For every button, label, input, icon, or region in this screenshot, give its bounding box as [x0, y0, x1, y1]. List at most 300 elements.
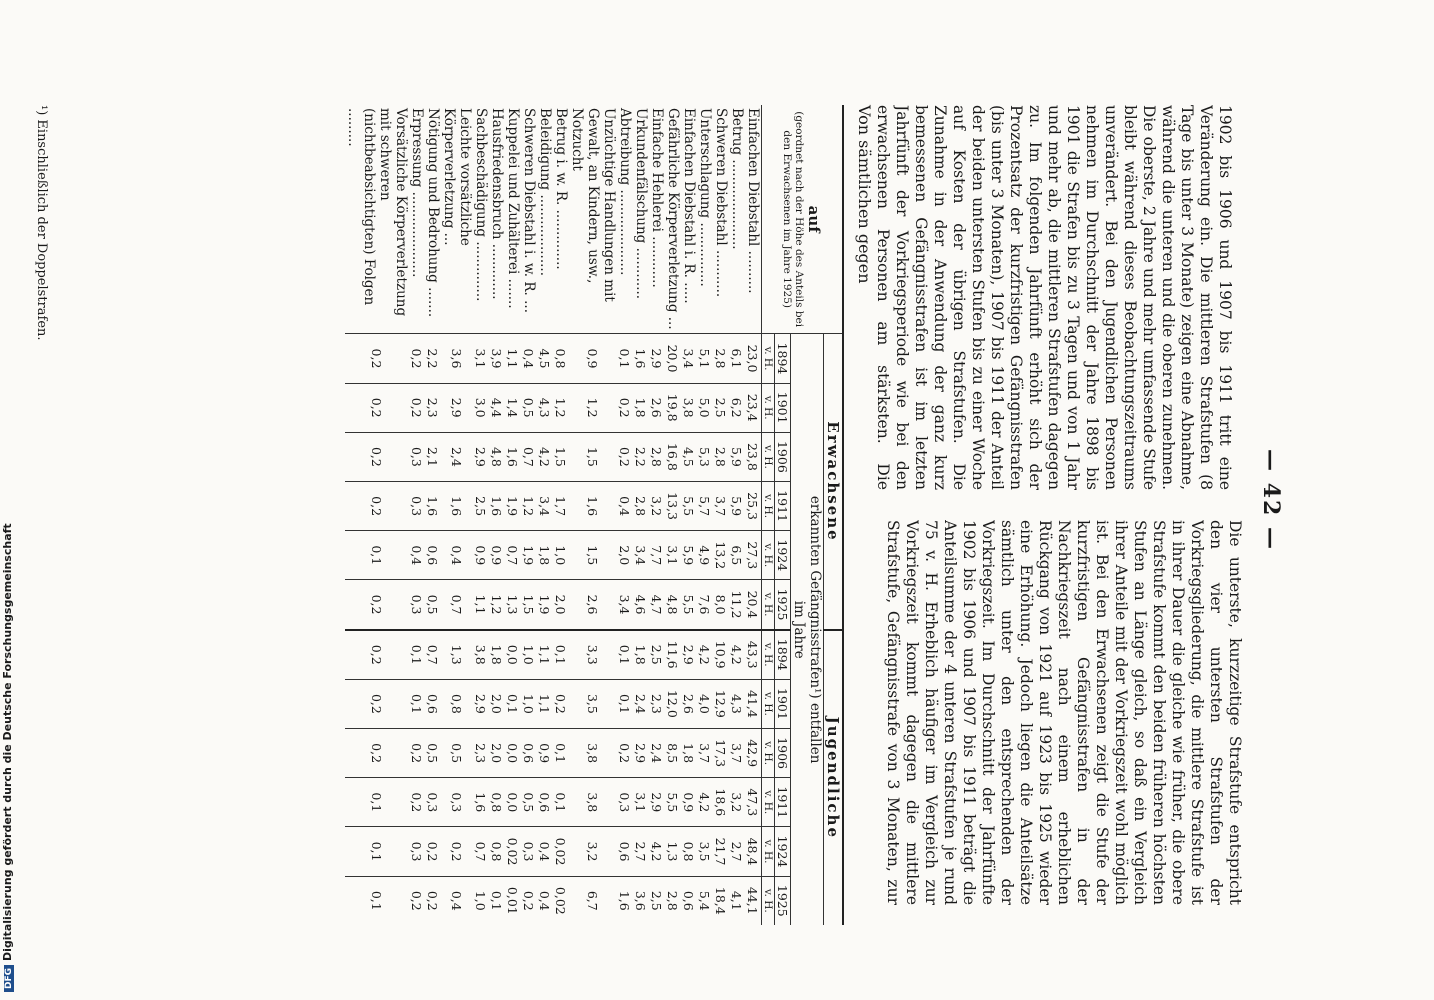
table-cell: 0,4	[441, 876, 473, 925]
table-row	[409, 105, 425, 925]
table-cell: 0,6	[425, 679, 441, 728]
table-cell: 4,2	[537, 432, 553, 481]
table-cell: 4,3	[537, 383, 553, 432]
year-header: 1894	[775, 630, 791, 680]
row-label: Einfachen Diebstahl i. R. .....	[681, 108, 697, 304]
table-cell: 5,5	[681, 482, 697, 531]
table-cell: 2,8	[649, 432, 665, 481]
table-cell: 1,0	[553, 531, 569, 580]
table-cell: 0,2	[441, 827, 473, 876]
unit-header: v. H.	[762, 679, 775, 728]
table-cell: 0,5	[441, 729, 473, 778]
table-cell: 2,9	[441, 383, 473, 432]
table-cell: 0,6	[425, 531, 441, 580]
table-cell: 47,3	[745, 778, 762, 827]
row-label: Hausfriedensbruch .............	[489, 108, 505, 300]
sentence-distribution-table	[345, 105, 844, 925]
table-cell: 0,1	[553, 778, 569, 827]
row-label: Schweren Diebstahl ...........	[713, 108, 729, 298]
table-cell: 43,3	[745, 630, 762, 680]
table-cell: 20,0	[665, 334, 681, 383]
table-cell: 2,7	[729, 827, 745, 876]
table-cell: 0,1	[617, 630, 633, 680]
table-cell: 44,1	[745, 876, 762, 925]
table-cell: 0,1	[489, 876, 505, 925]
table-cell: 0,8	[489, 778, 505, 827]
table-cell: 0,2	[409, 334, 425, 383]
table-row	[473, 105, 489, 925]
table-cell: 13,2	[713, 531, 729, 580]
table-cell: 2,3	[473, 729, 489, 778]
table-cell: 0,4	[409, 531, 425, 580]
table-cell: 2,4	[649, 729, 665, 778]
table-cell: 0,2	[617, 383, 633, 432]
table-cell: 20,4	[745, 580, 762, 630]
unit-header: v. H.	[762, 778, 775, 827]
table-cell: 2,6	[569, 580, 617, 630]
table-cell: 12,0	[665, 679, 681, 728]
table-cell: 0,1	[553, 729, 569, 778]
table-cell: 1,9	[521, 531, 537, 580]
table-cell: 2,9	[473, 432, 489, 481]
table-cell: 1,1	[537, 630, 553, 680]
table-cell: 4,2	[729, 630, 745, 680]
table-cell: 3,6	[633, 876, 649, 925]
table-cell: 2,0	[489, 729, 505, 778]
left-text: 1902 bis 1906 und 1907 bis 1911 tritt eine Veränderung ein. Die mittleren Strafstufen (8 Tage bis unter 3 Monate) zeigen eine Abnahme, während die unteren und die oberen zunehmen. Die oberste, 2 Jahre und mehr umfassende Stufe bleibt während dieses Beobachtungszeitraums unverändert. Bei den Jugendlichen Personen nehmen im Durchschnitt der Jahre 1898 bis 1901 die Strafen bis zu 3 Tagen und von 1 Jahr und mehr ab, die mittleren Strafstufen dagegen zu. Im folgenden Jahrfünft erhöht sich der Prozentsatz der kurzfristigen Gefängnisstrafen (bis unter 3 Monaten), 1907 bis 1911 der Anteil der beiden untersten Stufen bis zu einer Woche auf Kosten der übrigen Strafstufen. Die Zunahme in der Anwendung der ganz kurz bemessenen Gefängnisstrafen ist im letzten Jahrfünft der Vorkriegsperiode wie bei den erwachsenen Personen am stärksten. Die	[874, 105, 1234, 490]
table-cell: 0,2	[409, 876, 425, 925]
group-header-juveniles: Jugendliche	[824, 630, 844, 925]
table-cell: 2,5	[649, 630, 665, 680]
table-cell: 21,7	[713, 827, 729, 876]
row-label: Einfachen Diebstahl ..........	[745, 108, 761, 294]
year-header: 1925	[775, 876, 791, 925]
table-cell: 0,3	[617, 778, 633, 827]
table-cell: 0,02	[553, 827, 569, 876]
year-header: 1906	[775, 729, 791, 778]
year-header: 1906	[775, 432, 791, 481]
row-label: Beleidigung ...................	[537, 108, 553, 276]
table-cell: 0,3	[425, 778, 441, 827]
table-cell: 6,5	[729, 531, 745, 580]
table-cell: 18,4	[713, 876, 729, 925]
table-cell: 1,5	[569, 531, 617, 580]
table-cell: 2,2	[633, 432, 649, 481]
table-row	[505, 105, 521, 925]
table-cell: 0,1	[345, 876, 409, 925]
table-cell: 5,3	[697, 432, 713, 481]
table-cell: 48,4	[745, 827, 762, 876]
table-cell: 27,3	[745, 531, 762, 580]
table-cell: 13,3	[665, 482, 681, 531]
table-cell: 0,4	[537, 876, 553, 925]
table-cell: 0,2	[425, 876, 441, 925]
table-cell: 3,2	[729, 778, 745, 827]
table-cell: 1,5	[521, 580, 537, 630]
table-cell: 0,2	[345, 729, 409, 778]
table-cell: 17,3	[713, 729, 729, 778]
table-cell: 1,2	[521, 482, 537, 531]
table-cell: 0,2	[409, 729, 425, 778]
table-cell: 0,6	[681, 876, 697, 925]
unit-header: v. H.	[762, 531, 775, 580]
table-cell: 2,3	[425, 383, 441, 432]
table-cell: 10,9	[713, 630, 729, 680]
table-cell: 0,4	[521, 334, 537, 383]
table-cell: 2,7	[633, 827, 649, 876]
table-cell: 1,6	[425, 482, 441, 531]
table-cell: 25,3	[745, 482, 762, 531]
table-cell: 23,8	[745, 432, 762, 481]
table-cell: 0,2	[409, 383, 425, 432]
table-cell: 3,6	[441, 334, 473, 383]
table-cell: 0,7	[441, 580, 473, 630]
table-cell: 0,2	[345, 432, 409, 481]
table-cell: 0,2	[617, 729, 633, 778]
row-label: Vorsätzliche Körperverletzung mit schweren (nichtbeabsichtigten) Folgen .........	[345, 108, 409, 317]
year-header: 1911	[775, 778, 791, 827]
table-cell: 0,2	[345, 679, 409, 728]
table-cell: 0,9	[569, 334, 617, 383]
table-cell: 1,2	[569, 383, 617, 432]
row-label: Kuppelei und Zuhälterei .......	[505, 108, 521, 309]
table-row	[681, 105, 697, 925]
table-cell: 0,1	[505, 679, 521, 728]
table-cell: 0,01	[505, 876, 521, 925]
table-cell: 4,2	[649, 827, 665, 876]
row-label: Sachbeschädigung ..............	[473, 108, 489, 302]
table-cell: 0,2	[345, 580, 409, 630]
table-cell: 1,8	[633, 630, 649, 680]
table-cell: 5,9	[681, 531, 697, 580]
year-header: 1924	[775, 531, 791, 580]
unit-header: v. H.	[762, 827, 775, 876]
footnote: ¹) Einschließlich der Doppelstrafen.	[34, 105, 49, 341]
table-cell: 3,5	[697, 827, 713, 876]
table-row	[713, 105, 729, 925]
table-cell: 2,8	[713, 432, 729, 481]
table-cell: 7,6	[697, 580, 713, 630]
unit-header: v. H.	[762, 729, 775, 778]
row-label: Unterschlagung ...............	[697, 108, 713, 287]
table-cell: 1,0	[473, 876, 489, 925]
table-row	[489, 105, 505, 925]
table-cell: 1,1	[473, 580, 489, 630]
table-cell: 2,6	[649, 383, 665, 432]
table-cell: 2,9	[633, 729, 649, 778]
table-cell: 1,2	[553, 383, 569, 432]
table-cell: 4,6	[633, 580, 649, 630]
table-cell: 0,3	[441, 778, 473, 827]
table-cell: 2,4	[441, 432, 473, 481]
table-cell: 19,8	[665, 383, 681, 432]
table-cell: 4,8	[489, 432, 505, 481]
table-cell: 0,5	[521, 383, 537, 432]
table-cell: 4,5	[681, 432, 697, 481]
row-label: Leichte vorsätzliche Körperverletzung ...	[441, 108, 473, 246]
year-header: 1924	[775, 827, 791, 876]
table-cell: 1,3	[441, 630, 473, 680]
table-cell: 11,2	[729, 580, 745, 630]
table-cell: 0,1	[409, 679, 425, 728]
table-cell: 0,4	[537, 827, 553, 876]
year-header: 1894	[775, 334, 791, 383]
year-header: 1901	[775, 679, 791, 728]
table-cell: 3,0	[473, 383, 489, 432]
table-cell: 12,9	[713, 679, 729, 728]
statistics-table-wrapper	[345, 105, 844, 925]
table-row	[537, 105, 553, 925]
table-cell: 0,8	[553, 334, 569, 383]
table-cell: 0,8	[441, 679, 473, 728]
table-cell: 1,6	[633, 334, 649, 383]
table-cell: 2,5	[713, 383, 729, 432]
table-cell: 3,7	[713, 482, 729, 531]
table-cell: 0,0	[505, 729, 521, 778]
row-label: Erpressung ....................	[409, 108, 425, 278]
table-cell: 6,7	[569, 876, 617, 925]
table-cell: 1,3	[665, 827, 681, 876]
table-cell: 2,6	[681, 679, 697, 728]
table-cell: 0,1	[345, 778, 409, 827]
corner-sub: (geordnet nach der Höhe des Anteils bei den Erwachsenen im Jahre 1925)	[781, 111, 805, 328]
table-cell: 0,4	[617, 482, 633, 531]
table-cell: 0,2	[345, 383, 409, 432]
table-cell: 1,8	[537, 531, 553, 580]
table-cell: 0,1	[409, 630, 425, 680]
text-column-left	[874, 105, 1234, 490]
table-cell: 3,5	[569, 679, 617, 728]
table-cell: 4,5	[537, 334, 553, 383]
group-header-adults: Erwachsene	[824, 334, 844, 630]
table-cell: 0,3	[409, 580, 425, 630]
table-cell: 4,9	[697, 531, 713, 580]
table-cell: 6,1	[729, 334, 745, 383]
table-cell: 18,6	[713, 778, 729, 827]
row-label: Abtreibung ....................	[617, 108, 633, 276]
table-cell: 0,1	[345, 531, 409, 580]
table-cell: 0,2	[345, 482, 409, 531]
table-cell: 3,2	[649, 482, 665, 531]
table-cell: 1,1	[537, 679, 553, 728]
table-cell: 0,2	[521, 876, 537, 925]
row-label: Betrug i. w. R. ..............	[553, 108, 569, 270]
table-cell: 0,02	[505, 827, 521, 876]
row-label: Einfache Hehlerei ............	[649, 108, 665, 288]
table-cell: 42,9	[745, 729, 762, 778]
table-cell: 1,4	[505, 383, 521, 432]
table-cell: 1,8	[633, 383, 649, 432]
dfg-badge: DFG	[4, 965, 14, 992]
table-cell: 0,9	[489, 531, 505, 580]
table-cell: 1,6	[489, 482, 505, 531]
unit-header: v. H.	[762, 630, 775, 680]
table-cell: 1,9	[505, 482, 521, 531]
table-cell: 3,4	[633, 531, 649, 580]
year-header: 1901	[775, 383, 791, 432]
table-cell: 1,0	[521, 679, 537, 728]
table-cell: 4,7	[649, 580, 665, 630]
table-row	[729, 105, 745, 925]
table-cell: 1,1	[505, 334, 521, 383]
table-cell: 2,5	[473, 482, 489, 531]
table-cell: 3,4	[617, 580, 633, 630]
table-cell: 0,8	[681, 827, 697, 876]
table-cell: 2,3	[649, 679, 665, 728]
table-row	[697, 105, 713, 925]
table-cell: 3,7	[729, 729, 745, 778]
table-cell: 5,5	[681, 580, 697, 630]
table-cell: 11,6	[665, 630, 681, 680]
table-cell: 5,5	[665, 778, 681, 827]
table-cell: 3,4	[537, 482, 553, 531]
table-cell: 1,6	[441, 482, 473, 531]
table-row	[649, 105, 665, 925]
table-cell: 2,9	[649, 334, 665, 383]
table-cell: 1,8	[681, 729, 697, 778]
table-cell: 0,1	[617, 334, 633, 383]
table-cell: 4,2	[697, 778, 713, 827]
table-cell: 2,9	[473, 679, 489, 728]
unit-header: v. H.	[762, 482, 775, 531]
table-row	[425, 105, 441, 925]
table-intro: Von sämtlichen gegen	[855, 105, 874, 284]
table-cell: 5,1	[697, 334, 713, 383]
table-cell: 2,9	[649, 778, 665, 827]
table-cell: 0,2	[617, 432, 633, 481]
table-cell: 5,4	[697, 876, 713, 925]
table-cell: 3,9	[489, 334, 505, 383]
table-cell: 4,2	[697, 630, 713, 680]
table-cell: 0,7	[425, 630, 441, 680]
table-cell: 0,0	[505, 630, 521, 680]
table-cell: 3,8	[569, 778, 617, 827]
table-cell: 0,02	[553, 876, 569, 925]
table-cell: 1,2	[489, 580, 505, 630]
table-cell: 0,8	[489, 827, 505, 876]
table-row	[665, 105, 681, 925]
table-cell: 2,9	[681, 630, 697, 680]
table-cell: 0,6	[537, 778, 553, 827]
table-cell: 3,8	[681, 383, 697, 432]
table-cell: 2,8	[633, 482, 649, 531]
row-label: Unzüchtige Handlungen mit Gewalt, an Kindern, usw., Notzucht	[569, 108, 617, 302]
table-cell: 4,1	[729, 876, 745, 925]
table-cell: 5,9	[729, 432, 745, 481]
table-cell: 0,9	[473, 531, 489, 580]
table-cell: 23,4	[745, 383, 762, 432]
table-cell: 0,3	[409, 432, 425, 481]
table-cell: 0,7	[473, 827, 489, 876]
table-cell: 0,6	[617, 827, 633, 876]
table-cell: 0,2	[345, 630, 409, 680]
table-cell: 3,8	[473, 630, 489, 680]
table-cell: 1,6	[473, 778, 489, 827]
table-cell: 41,4	[745, 679, 762, 728]
table-cell: 0,3	[409, 827, 425, 876]
table-cell: 0,7	[505, 531, 521, 580]
table-cell: 0,1	[617, 679, 633, 728]
table-cell: 0,5	[425, 729, 441, 778]
row-label: Gefährliche Körperverletzung ...	[665, 108, 681, 330]
table-cell: 2,8	[713, 334, 729, 383]
table-cell: 1,7	[553, 482, 569, 531]
table-row	[569, 105, 617, 925]
corner-header	[762, 105, 844, 334]
table-cell: 3,8	[569, 729, 617, 778]
table-cell: 3,1	[665, 531, 681, 580]
table-cell: 2,2	[425, 334, 441, 383]
table-row	[553, 105, 569, 925]
unit-header: v. H.	[762, 876, 775, 925]
table-cell: 7,7	[649, 531, 665, 580]
unit-header: v. H.	[762, 432, 775, 481]
table-cell: 5,0	[697, 383, 713, 432]
table-cell: 0,2	[425, 827, 441, 876]
table-cell: 3,1	[473, 334, 489, 383]
table-cell: 3,7	[697, 729, 713, 778]
table-cell: 3,2	[569, 827, 617, 876]
table-cell: 1,6	[569, 482, 617, 531]
table-cell: 3,3	[569, 630, 617, 680]
table-cell: 0,2	[345, 334, 409, 383]
table-cell: 2,1	[425, 432, 441, 481]
row-label: Betrug .....................	[729, 108, 745, 250]
table-cell: 0,6	[521, 729, 537, 778]
table-cell: 1,6	[505, 432, 521, 481]
table-cell: 8,5	[665, 729, 681, 778]
unit-header: v. H.	[762, 580, 775, 630]
corner-top: auf	[805, 205, 823, 233]
table-cell: 0,5	[521, 778, 537, 827]
table-cell: 3,4	[681, 334, 697, 383]
table-cell: 0,1	[553, 630, 569, 680]
table-cell: 0,4	[441, 531, 473, 580]
text-column-right: Die unterste, kurzzeitige Strafstufe entspricht den vier untersten Strafstufen der Vorkriegsgliederung, die mittlere Strafstufe ist in ihrer Dauer die gleiche wie früher, die obere Strafstufe kommt den beiden früheren höchsten Stufen an Länge gleich, so daß ein Vergleich ihrer Anteile mit der Vorkriegszeit wohl möglich ist. Bei den Erwachsenen zeigt die Stufe der kurzfristigen Gefängnisstrafen in der Nachkriegszeit nach einem erheblichen Rückgang von 1921 auf 1923 bis 1925 wieder eine Erhöhung. Jedoch liegen die Anteilsätze sämtlich unter den entsprechenden der Vorkriegszeit. Im Durchschnitt der Jahrfünfte 1902 bis 1906 und 1907 bis 1911 beträgt die Anteilsumme der 4 unteren Strafstufen je rund 75 v. H. Erheblich häufiger im Vergleich zur Vorkriegszeit kommt dagegen die mittlere Strafstufe, Gefängnisstrafe von 3 Monaten, zur	[884, 520, 1244, 905]
table-cell: 4,4	[489, 383, 505, 432]
credit-text: Digitalisierung gefördert durch die Deutsche Forschungsgemeinschaft	[1, 523, 14, 961]
table-cell: 0,1	[345, 827, 409, 876]
table-cell: 2,0	[617, 531, 633, 580]
table-cell: 1,6	[617, 876, 633, 925]
table-row	[345, 105, 409, 925]
table-cell: 0,3	[521, 827, 537, 876]
year-header: 1925	[775, 580, 791, 630]
table-cell: 2,0	[553, 580, 569, 630]
table-cell: 2,5	[649, 876, 665, 925]
table-row	[633, 105, 649, 925]
table-cell: 1,0	[521, 630, 537, 680]
table-cell: 0,3	[409, 482, 425, 531]
table-cell: 1,9	[537, 580, 553, 630]
table-cell: 3,1	[633, 778, 649, 827]
table-row	[745, 105, 762, 925]
row-label: Urkundenfälschung ............	[633, 108, 649, 300]
table-cell: 16,8	[665, 432, 681, 481]
table-cell: 0,2	[553, 679, 569, 728]
table-cell: 2,8	[665, 876, 681, 925]
table-row	[521, 105, 537, 925]
table-cell: 5,7	[697, 482, 713, 531]
table-cell: 8,0	[713, 580, 729, 630]
year-header: 1911	[775, 482, 791, 531]
table-cell: 2,4	[633, 679, 649, 728]
table-cell: 23,0	[745, 334, 762, 383]
table-cell: 1,5	[553, 432, 569, 481]
table-row	[617, 105, 633, 925]
table-cell: 4,3	[729, 679, 745, 728]
table-cell: 1,8	[489, 630, 505, 680]
